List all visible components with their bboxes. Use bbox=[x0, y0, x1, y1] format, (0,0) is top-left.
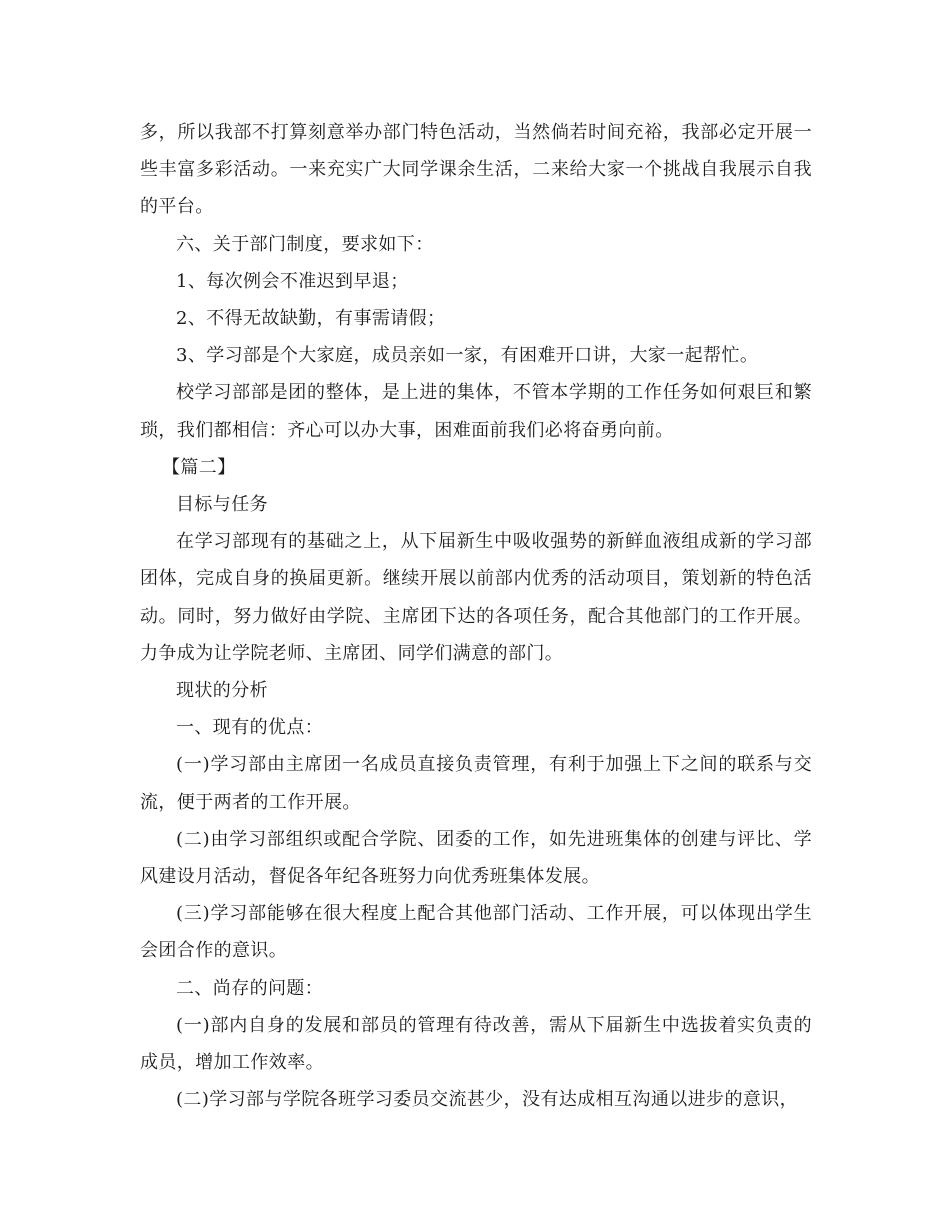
paragraph-2: 六、关于部门制度，要求如下： bbox=[176, 233, 434, 255]
paragraph-5: 3、学习部是个大家庭，成员亲如一家，有困难开口讲，大家一起帮忙。 bbox=[176, 345, 759, 367]
paragraph-10: 现状的分析 bbox=[176, 680, 268, 702]
paragraph-17: (二)学习部与学院各班学习委员交流甚少，没有达成相互沟通以进步的意识， bbox=[176, 1089, 799, 1111]
document-body bbox=[140, 114, 812, 1118]
paragraph-4: 2、不得无故缺勤，有事需请假； bbox=[176, 308, 446, 330]
section-heading: 【篇二】 bbox=[162, 456, 236, 478]
paragraph-1: 多，所以我部不打算刻意举办部门特色活动，当然倘若时间充裕，我部必定开展一些丰富多彩活动。一来充实广大同学课余生活，二来给大家一个挑战自我展示自我的平台。 bbox=[140, 122, 812, 218]
paragraph-11: 一、现有的优点： bbox=[176, 717, 324, 739]
paragraph-13: (二)由学习部组织或配合学院、团委的工作，如先进班集体的创建与评比、学风建设月活动，督促各年纪各班努力向优秀班集体发展。 bbox=[140, 828, 812, 888]
paragraph-9: 在学习部现有的基础之上，从下届新生中吸收强势的新鲜血液组成新的学习部团体，完成自身的换届更新。继续开展以前部内优秀的活动项目，策划新的特色活动。同时，努力做好由学院、主席团下达的各项任务，配合其他部门的工作开展。力争成为让学院老师、主席团、同学们满意的部门。 bbox=[140, 531, 812, 664]
paragraph-12: (一)学习部由主席团一名成员直接负责管理，有利于加强上下之间的联系与交流，便于两者的工作开展。 bbox=[140, 754, 812, 813]
paragraph-3: 1、每次例会不准迟到早退； bbox=[176, 270, 409, 292]
paragraph-6: 校学习部部是团的整体，是上进的集体，不管本学期的工作任务如何艰巨和繁琐，我们都相信：齐心可以办大事，困难面前我们必将奋勇向前。 bbox=[140, 382, 812, 441]
paragraph-16: (一)部内自身的发展和部员的管理有待改善，需从下届新生中选拔着实负责的成员，增加工作效率。 bbox=[140, 1014, 812, 1074]
paragraph-14: (三)学习部能够在很大程度上配合其他部门活动、工作开展，可以体现出学生会团合作的意识。 bbox=[140, 903, 812, 962]
paragraph-15: 二、尚存的问题： bbox=[176, 977, 324, 999]
paragraph-8: 目标与任务 bbox=[176, 494, 268, 516]
